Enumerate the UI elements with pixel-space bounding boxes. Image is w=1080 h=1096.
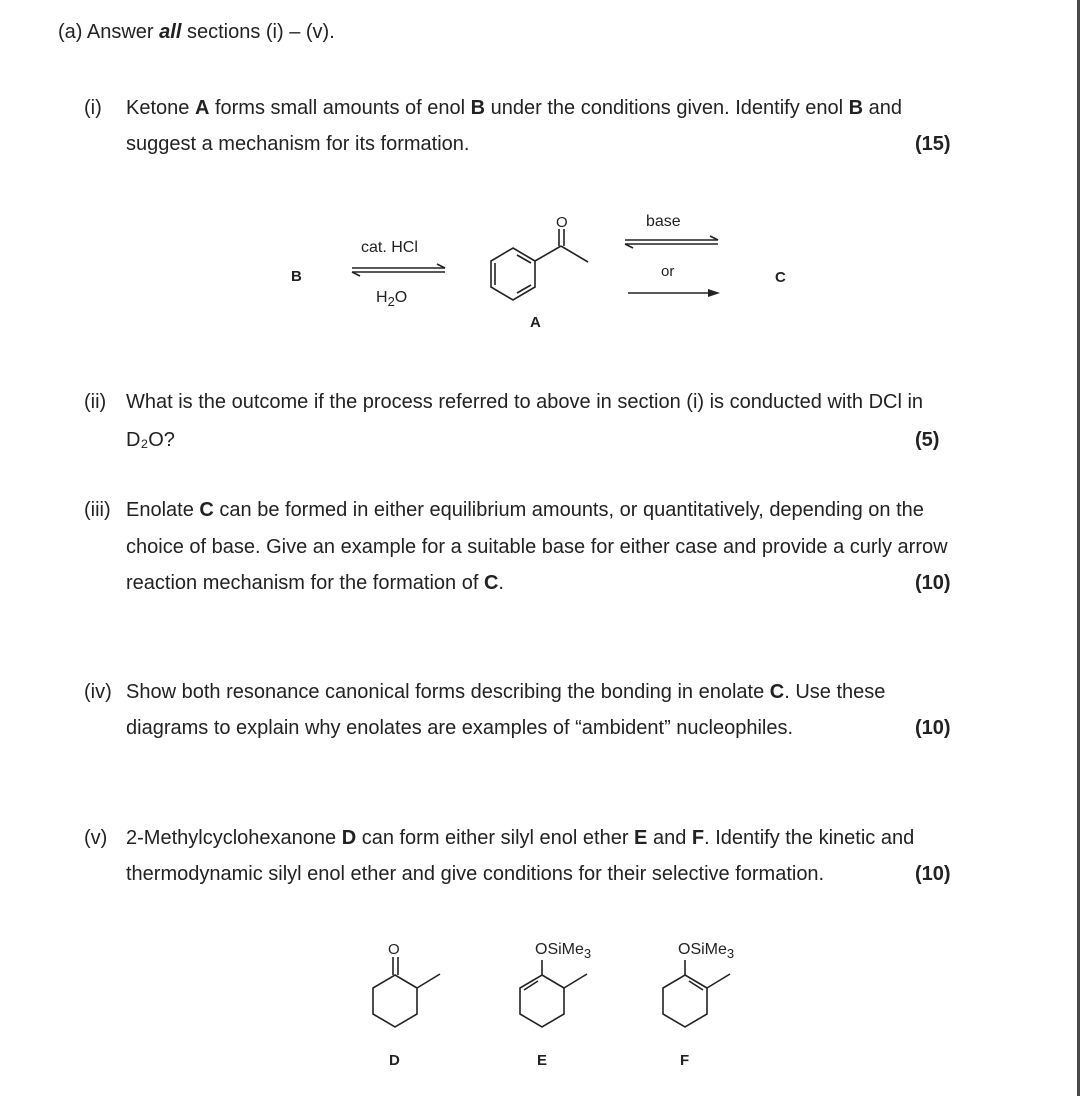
q4-number: (iv) — [84, 681, 112, 703]
q3-line1: Enolate C can be formed in either equilibrium amounts, or quantitatively, depending on the — [126, 499, 924, 521]
q5-marks: (10) — [915, 863, 951, 885]
F-ring — [663, 975, 707, 1027]
scheme2-D-oxygen: O — [388, 941, 400, 958]
q2-marks: (5) — [915, 429, 940, 451]
q5-line1: 2-Methylcyclohexanone D can form either silyl enol ether E and F. Identify the kinetic and — [126, 827, 915, 849]
scheme2-E-substituent: OSiMe$_3$ — [535, 941, 592, 961]
heading-prefix: (a) Answer — [58, 21, 160, 43]
q4-marks: (10) — [915, 717, 951, 739]
scheme2-label-E: E — [537, 1052, 548, 1069]
scheme1-label-C: C — [775, 269, 786, 286]
q1-number: (i) — [84, 97, 102, 119]
q4-line1: Show both resonance canonical forms describing the bonding in enolate C. Use these — [126, 681, 886, 703]
q5-number: (v) — [84, 827, 108, 849]
q1-marks: (15) — [915, 133, 951, 155]
heading-emphasis: all — [159, 21, 182, 43]
E-ring — [520, 975, 564, 1027]
q5-line2: thermodynamic silyl enol ether and give conditions for their selective formation. — [126, 863, 825, 885]
scheme2-F-substituent: OSiMe$_3$ — [678, 941, 735, 961]
q1-line2: suggest a mechanism for its formation. — [126, 133, 470, 155]
scheme1-label-B: B — [291, 268, 302, 285]
q3-number: (iii) — [84, 499, 111, 521]
E-methyl — [564, 974, 587, 988]
scheme2-label-D: D — [389, 1052, 400, 1069]
F-methyl — [707, 974, 730, 988]
scheme1-ketone-oxygen: O — [556, 214, 568, 231]
q3-marks: (10) — [915, 572, 951, 594]
D-ring — [373, 975, 417, 1027]
heading-suffix: sections (i) – (v). — [181, 21, 335, 43]
scheme2-label-F: F — [680, 1052, 690, 1069]
q2-number: (ii) — [84, 391, 107, 413]
scheme1-base-label: base — [646, 213, 681, 230]
q3-line3: reaction mechanism for the formation of C. — [126, 572, 504, 594]
D-methyl — [417, 974, 440, 988]
q3-line2: choice of base. Give an example for a suitable base for either case and provide a curly arrow — [126, 536, 948, 558]
q4-line2: diagrams to explain why enolates are examples of “ambident” nucleophiles. — [126, 717, 794, 739]
scheme1-or-label: or — [661, 263, 675, 280]
q2-line1: What is the outcome if the process referred to above in section (i) is conducted with DCl in — [126, 391, 924, 413]
scheme1-reagent-bottom: $H_2O$ — [376, 289, 408, 309]
q2-line2: D₂O? — [126, 429, 175, 451]
scheme1-reagent-top: cat. HCl — [361, 239, 418, 256]
q1-line1: Ketone A forms small amounts of enol B under the conditions given. Identify enol B and — [126, 97, 903, 119]
scheme1-label-A: A — [530, 314, 541, 331]
